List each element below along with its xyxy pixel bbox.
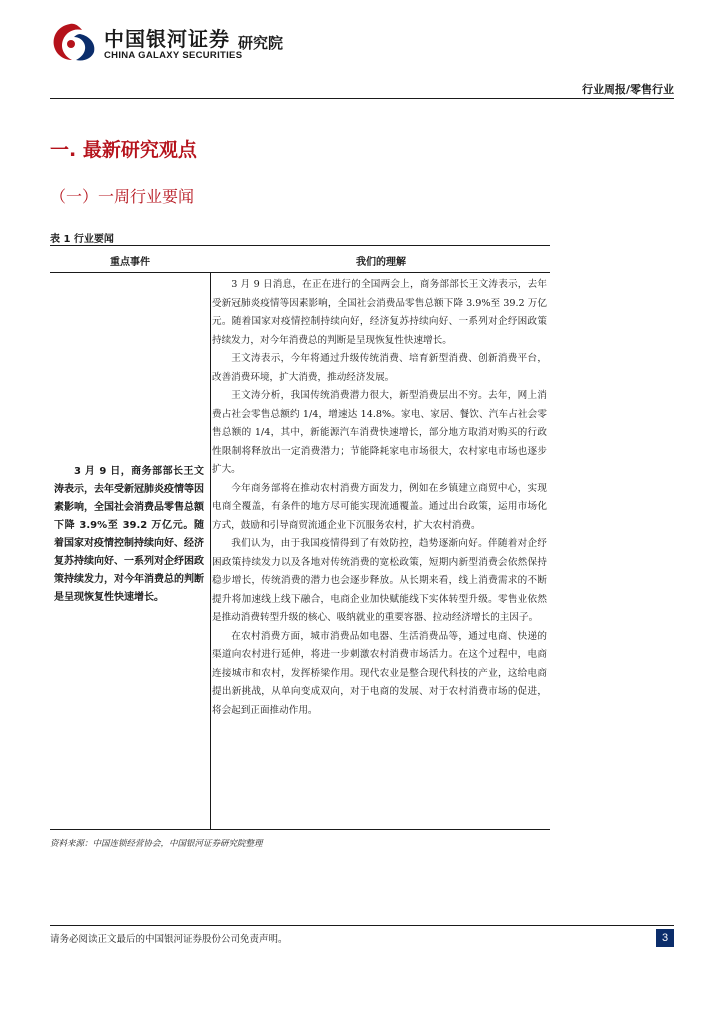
brand-name-en: CHINA GALAXY SECURITIES — [104, 50, 243, 61]
analysis-paragraph: 我们认为，由于我国疫情得到了有效防控，趋势逐渐向好。伴随着对企纾困政策持续发力以及各地对传统消费的宽松政策，短期内新型消费会依然保持稳步增长，传统消费的潜力也会逐步释放。从长期来看，线上消费需求的不断提升将加速线上线下融合，电商企业加快赋能线下实体转型升级。零售业依然是推动消费转型升级的核心、吸纳就业的重要容器、拉动经济增长的主因子。 — [212, 538, 547, 623]
key-event-text: 3 月 9 日，商务部部长王文涛表示，去年受新冠肺炎疫情等因素影响，全国社会消费品零售总额下降 3.9%至 39.2 万亿元。随着国家对疫情控制持续向好、经济复苏持续向好、一系列对企纾困政策持续发力，对今年消费总的判断是呈现恢复性快速增长。 — [54, 466, 204, 603]
page-number: 3 — [656, 929, 674, 947]
table-caption: 表 1 行业要闻 — [50, 234, 114, 245]
header-divider — [50, 98, 674, 99]
table-source: 资料来源：中国连锁经营协会，中国银河证券研究院整理 — [50, 839, 263, 849]
analysis-paragraph: 在农村消费方面，城市消费品如电器、生活消费品等，通过电商、快递的渠道向农村进行延伸，将进一步刺激农村消费市场活力。在这个过程中，电商连接城市和农村，发挥桥梁作用。现代农业是整合现代科技的产业，这给电商提出新挑战，从单向变成双向，对于电商的发展、对于农村消费市场的促进，将会起到正面推动作用。 — [212, 630, 547, 716]
analysis-paragraph: 今年商务部将在推动农村消费方面发力，例如在乡镇建立商贸中心，实现电商全覆盖，有条件的地方尽可能实现流通覆盖。通过出台政策，运用市场化方式，鼓励和引导商贸流通企业下沉服务农村，扩大农村消费。 — [212, 482, 547, 531]
report-tag: 行业周报/零售行业 — [581, 83, 674, 96]
subsection-title: （一）一周行业要闻 — [50, 187, 195, 206]
table-header-key-event: 重点事件 — [110, 257, 150, 268]
analysis-paragraph: 3 月 9 日消息，在正在进行的全国两会上，商务部部长王文涛表示，去年受新冠肺炎疫情等因素影响，全国社会消费品零售总额下降 3.9%至 39.2 万亿元。随着国家对疫情控制持续向好，经济复苏持续向好、一系列对企纾困政策持续发力，对今年消费总的判断是呈现恢复性快速增长。 — [212, 279, 547, 346]
key-event-cell — [54, 463, 204, 607]
footer-disclaimer: 请务必阅读正文最后的中国银河证券股份公司免责声明。 — [50, 934, 288, 945]
table-header-our-view: 我们的理解 — [356, 257, 406, 268]
footer-divider — [50, 925, 674, 926]
analysis-cell — [212, 276, 547, 720]
table-column-divider — [210, 272, 211, 829]
table-bottom-rule — [50, 829, 550, 830]
section-title: 一. 最新研究观点 — [50, 139, 197, 161]
institute-label: 研究院 — [238, 34, 284, 52]
table-header-rule — [50, 272, 550, 273]
brand-name-cn: 中国银河证券 — [104, 27, 230, 51]
analysis-paragraph: 王文涛表示，今年将通过升级传统消费、培育新型消费、创新消费平台，改善消费环境，扩大消费，推动经济发展。 — [212, 353, 547, 383]
table-top-rule — [50, 245, 550, 246]
analysis-paragraph: 王文涛分析，我国传统消费潜力很大，新型消费层出不穷。去年，网上消费占社会零售总额约 1/4，增速达 14.8%。家电、家居、餐饮、汽车占社会零售总额的 1/4，其中，新能源汽车消费快速增长，部分地方取消对购买的行政性限制将释放出一定消费潜力；节能降耗家电市场很大，农村家电市场也逐步扩大。 — [212, 390, 547, 475]
galaxy-logo-icon — [50, 22, 98, 62]
